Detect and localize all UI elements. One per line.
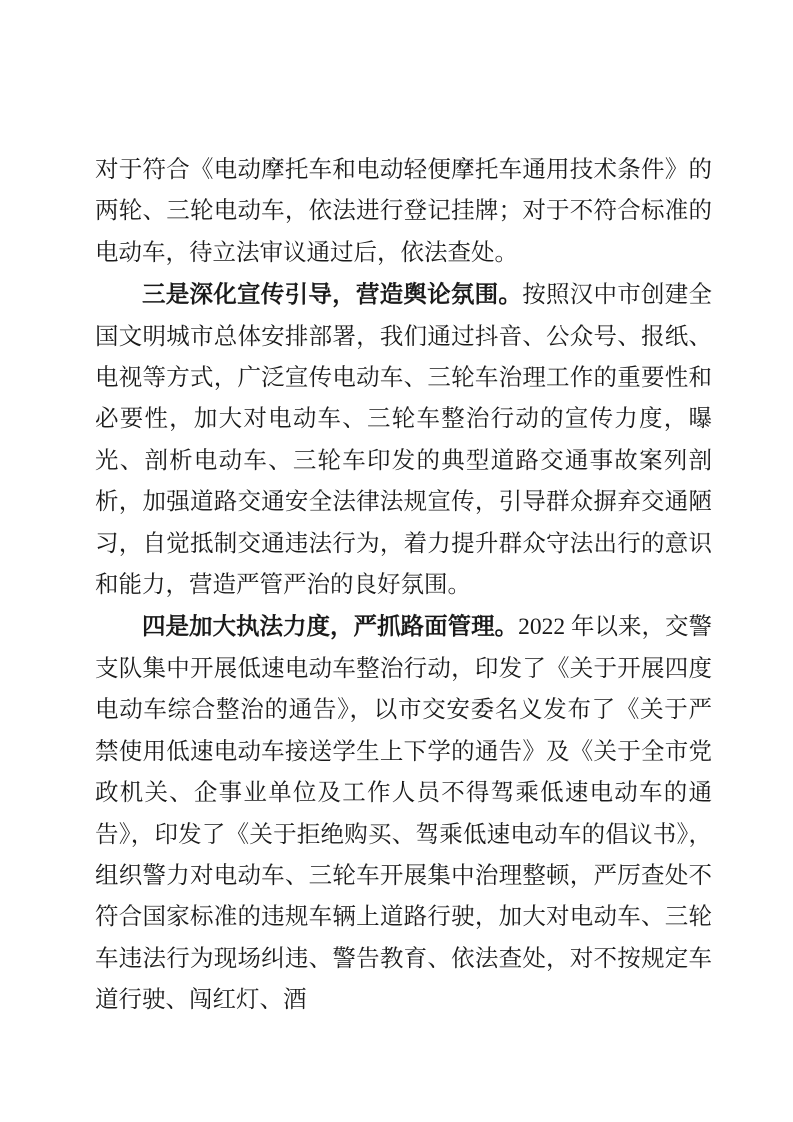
paragraph <box>95 606 712 1021</box>
document-body <box>95 150 712 1022</box>
paragraph <box>95 150 712 274</box>
body-text-run: 按照汉中市创建全国文明城市总体安排部署，我们通过抖音、公众号、报纸、电视等方式，广泛宣传电动车、三轮车治理工作的重要性和必要性，加大对电动车、三轮车整治行动的宣传力度，曝光、剖析电动车、三轮车印发的典型道路交通事故案列剖析，加强道路交通安全法律法规宣传，引导群众摒弃交通陋习，自觉抵制交通违法行为，着力提升群众守法出行的意识和能力，营造严管严治的良好氛围。 <box>95 282 713 599</box>
body-text-run: 2022 年以来，交警支队集中开展低速电动车整治行动，印发了《关于开展四度电动车综合整治的通告》，以市交安委名义发布了《关于严禁使用低速电动车接送学生上下学的通告》及《关于全市党政机关、企事业单位及工作人员不得驾乘低速电动车的通告》，印发了《关于拒绝购买、驾乘低速电动车的倡议书》，组织警力对电动车、三轮车开展集中治理整顿，严厉查处不符合国家标准的违规车辆上道路行驶，加大对电动车、三轮车违法行为现场纠违、警告教育、依法查处，对不按规定车道行驶、闯红灯、酒 <box>95 614 713 1014</box>
section-heading-run: 三是深化宣传引导，营造舆论氛围。 <box>142 281 523 308</box>
section-heading-run: 四是加大执法力度，严抓路面管理。 <box>142 613 519 640</box>
paragraph <box>95 274 712 606</box>
body-text-run: 对于符合《电动摩托车和电动轻便摩托车通用技术条件》的两轮、三轮电动车，依法进行登记挂牌；对于不符合标准的电动车，待立法审议通过后，依法查处。 <box>95 157 712 266</box>
